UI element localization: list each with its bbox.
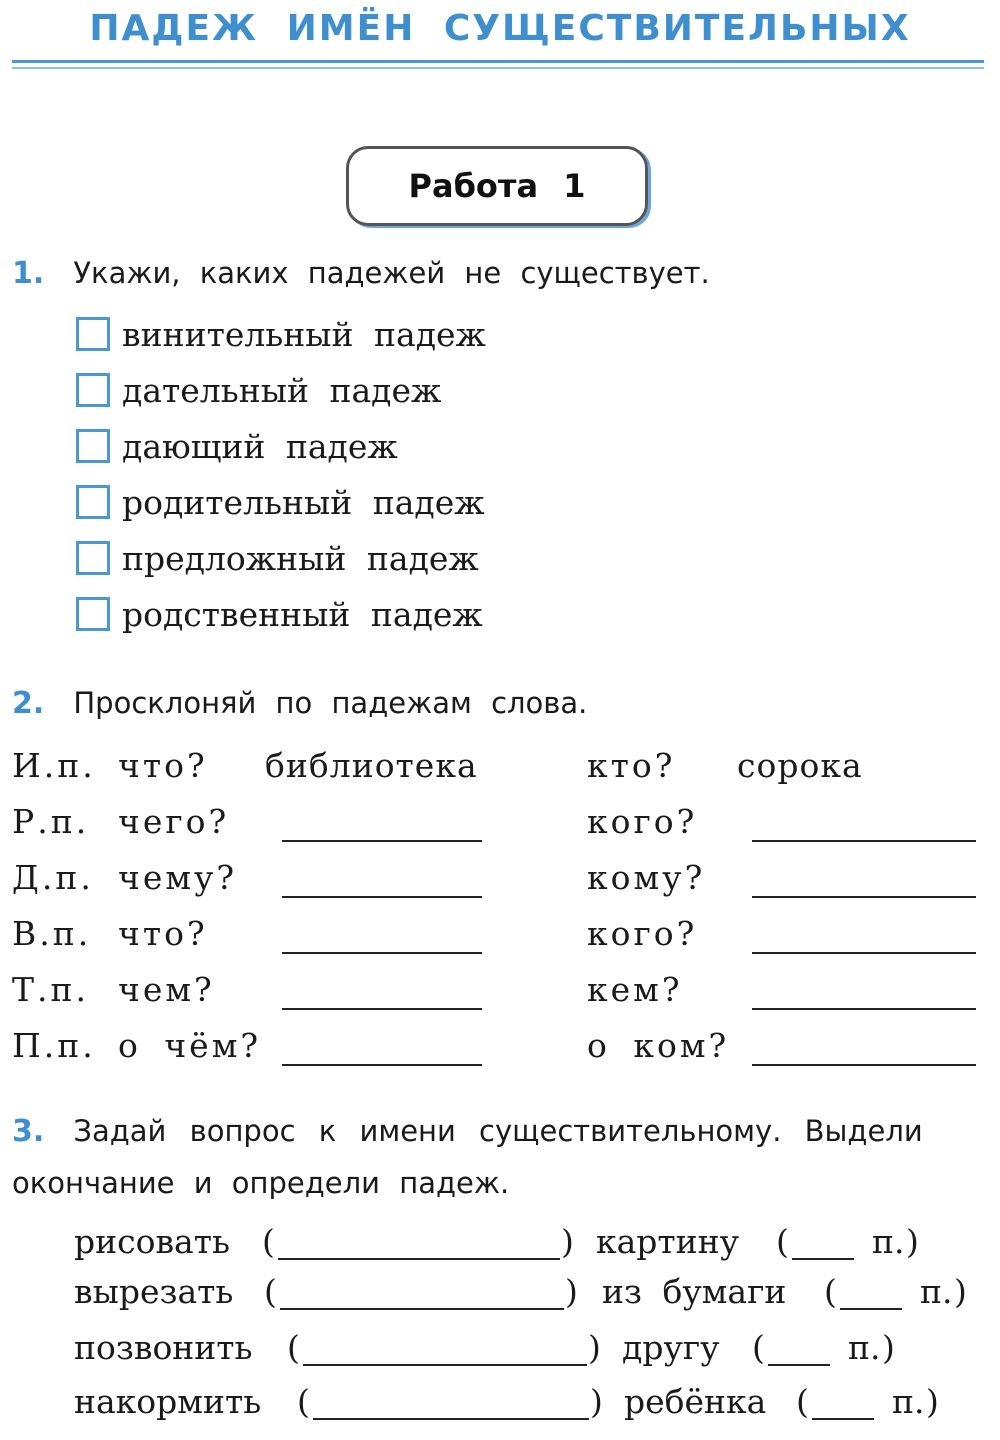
case-question: что? [118, 914, 208, 953]
page-title: ПАДЕЖ ИМЁН СУЩЕСТВИТЕЛЬНЫХ [89, 8, 911, 49]
paren-close: ) [954, 1272, 967, 1311]
option-label: предложный падеж [122, 538, 479, 578]
verb: накормить [74, 1382, 262, 1421]
answer-blank[interactable] [282, 952, 482, 954]
task3-number: 3. [12, 1114, 45, 1149]
checkbox[interactable] [76, 597, 110, 631]
example-word-library: библиотека [265, 746, 478, 785]
paren-open: ( [297, 1382, 310, 1421]
verb: позвонить [74, 1328, 253, 1367]
checkbox[interactable] [76, 485, 110, 519]
noun: картину [596, 1222, 740, 1261]
paren-close: ) [565, 1272, 578, 1311]
task3-text-line2: окончание и определи падеж. [12, 1166, 510, 1200]
case-question: что? [118, 746, 208, 785]
verb: рисовать [74, 1222, 230, 1261]
task1-option-2[interactable] [76, 368, 441, 412]
task1-option-6[interactable] [76, 592, 483, 636]
paren-close: ) [561, 1222, 574, 1261]
answer-blank[interactable] [752, 840, 976, 842]
case-label: Т.п. [12, 970, 89, 1009]
case-question-animate: кому? [587, 858, 706, 897]
paren-close: ) [906, 1222, 919, 1261]
work-label-box [346, 146, 648, 226]
example-word-magpie: сорока [737, 746, 863, 785]
paren-open: ( [287, 1328, 300, 1367]
checkbox[interactable] [76, 317, 110, 351]
task1-option-5[interactable] [76, 536, 479, 580]
paren-open: ( [752, 1328, 765, 1367]
option-label: родительный падеж [122, 482, 485, 522]
paren-open: ( [264, 1272, 277, 1311]
case-question: чего? [118, 802, 230, 841]
task1-option-4[interactable] [76, 480, 485, 524]
case-abbr: п. [892, 1382, 925, 1421]
noun: другу [622, 1328, 720, 1367]
option-label: дающий падеж [122, 426, 398, 466]
paren-open: ( [262, 1222, 275, 1261]
case-abbr: п. [920, 1272, 953, 1311]
work-label: Работа 1 [408, 167, 586, 205]
case-question-animate: о ком? [587, 1026, 730, 1065]
paren-close: ) [588, 1328, 601, 1367]
case-question-animate: кто? [587, 746, 676, 785]
answer-blank[interactable] [282, 840, 482, 842]
paren-close: ) [590, 1382, 603, 1421]
option-label: винительный падеж [122, 314, 486, 354]
answer-blank[interactable] [752, 896, 976, 898]
case-question: чем? [118, 970, 215, 1009]
case-question-animate: кого? [587, 914, 698, 953]
task1-option-3[interactable] [76, 424, 398, 468]
case-abbr: п. [872, 1222, 905, 1261]
title-underline-thin [12, 67, 984, 69]
checkbox[interactable] [76, 373, 110, 407]
task2-heading [12, 686, 587, 721]
paren-close: ) [882, 1328, 895, 1367]
task1-heading [12, 256, 710, 291]
answer-blank[interactable] [752, 1064, 976, 1066]
case-blank[interactable] [792, 1258, 854, 1260]
paren-close: ) [926, 1382, 939, 1421]
task3-text-line1: Задай вопрос к имени существительному. Выдели [73, 1114, 923, 1148]
case-label: Д.п. [12, 858, 94, 897]
noun: ребёнка [624, 1382, 767, 1421]
case-question-animate: кого? [587, 802, 698, 841]
task1-option-1[interactable] [76, 312, 486, 356]
case-question-animate: кем? [587, 970, 683, 1009]
option-label: дательный падеж [122, 370, 442, 410]
case-label: Р.п. [12, 802, 90, 841]
answer-blank[interactable] [282, 1064, 482, 1066]
case-blank[interactable] [812, 1418, 874, 1420]
case-label: И.п. [12, 746, 96, 785]
question-blank[interactable] [280, 1308, 564, 1310]
answer-blank[interactable] [752, 952, 976, 954]
case-question: чему? [118, 858, 238, 897]
checkbox[interactable] [76, 541, 110, 575]
option-label: родственный падеж [122, 594, 483, 634]
case-question: о чём? [118, 1026, 262, 1065]
case-blank[interactable] [840, 1308, 902, 1310]
answer-blank[interactable] [282, 1008, 482, 1010]
answer-blank[interactable] [752, 1008, 976, 1010]
title-underline [12, 60, 984, 63]
task1-text: Укажи, каких падежей не существует. [73, 256, 710, 290]
checkbox[interactable] [76, 429, 110, 463]
paren-open: ( [796, 1382, 809, 1421]
question-blank[interactable] [313, 1418, 589, 1420]
verb: вырезать [74, 1272, 234, 1311]
question-blank[interactable] [303, 1364, 587, 1366]
task1-number: 1. [12, 256, 45, 291]
question-blank[interactable] [278, 1258, 560, 1260]
task2-number: 2. [12, 686, 45, 721]
task2-text: Просклоняй по падежам слова. [73, 686, 588, 720]
case-label: В.п. [12, 914, 92, 953]
case-abbr: п. [848, 1328, 881, 1367]
task3-heading [12, 1114, 923, 1149]
paren-open: ( [824, 1272, 837, 1311]
paren-open: ( [776, 1222, 789, 1261]
answer-blank[interactable] [282, 896, 482, 898]
case-label: П.п. [12, 1026, 96, 1065]
noun: из бумаги [602, 1272, 787, 1311]
case-blank[interactable] [768, 1364, 830, 1366]
